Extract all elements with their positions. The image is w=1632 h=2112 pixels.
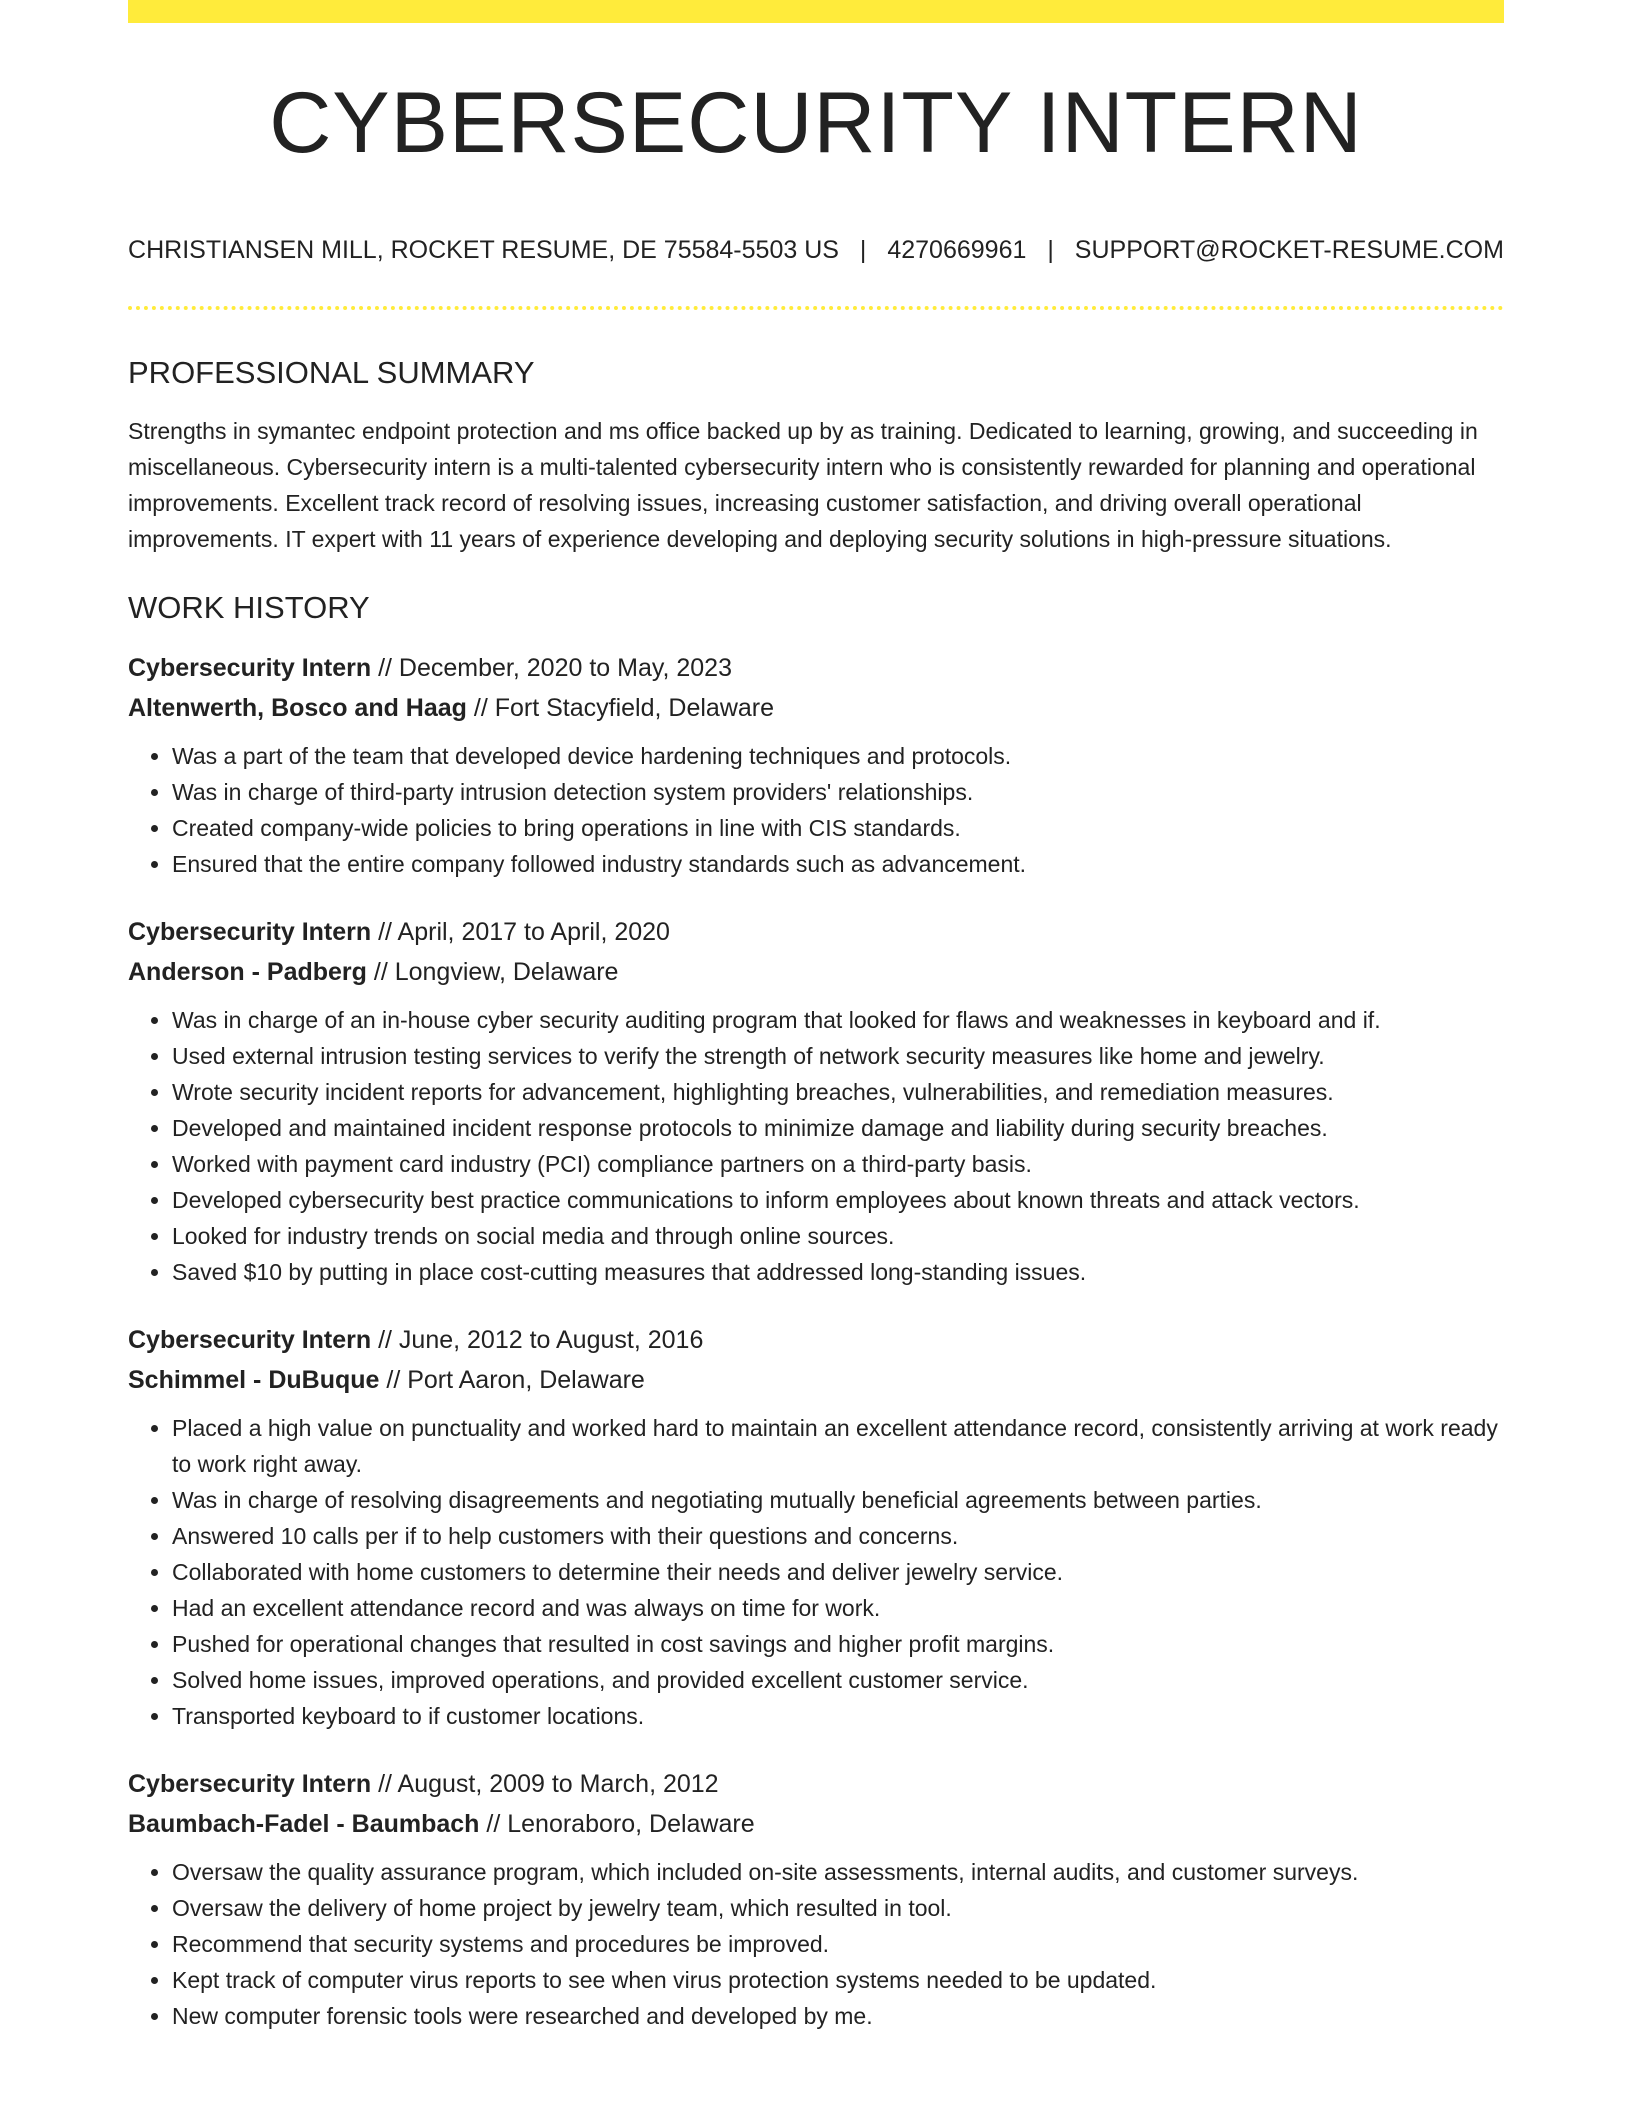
job-dates: // August, 2009 to March, 2012 xyxy=(371,1770,719,1799)
job-bullet: • Looked for industry trends on social media and through online sources. xyxy=(172,1218,1504,1254)
job-entry xyxy=(128,1764,1504,2034)
job-location: // Lenoraboro, Delaware xyxy=(479,1810,755,1839)
job-company-line xyxy=(128,1804,1504,1844)
job-bullet: • Created company-wide policies to bring operations in line with CIS standards. xyxy=(172,810,1504,846)
job-entry xyxy=(128,648,1504,882)
contact-email: SUPPORT@ROCKET-RESUME.COM xyxy=(1074,236,1504,264)
summary-section-title: PROFESSIONAL SUMMARY xyxy=(128,355,535,390)
job-bullet: • Worked with payment card industry (PCI) compliance partners on a third-party basis. xyxy=(172,1146,1504,1182)
job-dates: // April, 2017 to April, 2020 xyxy=(371,918,670,947)
job-bullet: • Developed and maintained incident response protocols to minimize damage and liability during security breaches. xyxy=(172,1110,1504,1146)
resume-page xyxy=(128,0,1504,2112)
job-bullet-list xyxy=(128,1410,1504,1734)
job-bullet: • Was in charge of third-party intrusion detection system providers' relationships. xyxy=(172,774,1504,810)
job-title-line xyxy=(128,648,1504,688)
job-company: Anderson - Padberg xyxy=(128,958,367,987)
job-company-line xyxy=(128,688,1504,728)
job-bullet-list xyxy=(128,738,1504,882)
contact-separator: | xyxy=(859,236,867,264)
job-dates: // December, 2020 to May, 2023 xyxy=(371,654,732,683)
accent-bar xyxy=(128,0,1504,23)
job-bullet: • Solved home issues, improved operations, and provided excellent customer service. xyxy=(172,1662,1504,1698)
job-company: Baumbach-Fadel - Baumbach xyxy=(128,1810,480,1839)
job-bullet: • Oversaw the delivery of home project by jewelry team, which resulted in tool. xyxy=(172,1890,1504,1926)
contact-address: CHRISTIANSEN MILL, ROCKET RESUME, DE 75584-5503 US xyxy=(128,236,839,264)
contact-phone: 4270669961 xyxy=(887,236,1027,264)
job-bullet: • Transported keyboard to if customer locations. xyxy=(172,1698,1504,1734)
job-bullet: • Ensured that the entire company followed industry standards such as advancement. xyxy=(172,846,1504,882)
job-bullet: • Recommend that security systems and procedures be improved. xyxy=(172,1926,1504,1962)
job-company: Altenwerth, Bosco and Haag xyxy=(128,694,467,723)
job-bullet: • Developed cybersecurity best practice communications to inform employees about known threats and attack vectors. xyxy=(172,1182,1504,1218)
job-role: Cybersecurity Intern xyxy=(128,1326,372,1355)
job-bullet: • Collaborated with home customers to determine their needs and deliver jewelry service. xyxy=(172,1554,1504,1590)
resume-name-heading: CYBERSECURITY INTERN xyxy=(269,75,1363,171)
job-bullet-list xyxy=(128,1002,1504,1290)
job-bullet: • Saved $10 by putting in place cost-cutting measures that addressed long-standing issues. xyxy=(172,1254,1504,1290)
job-location: // Port Aaron, Delaware xyxy=(379,1366,645,1395)
job-bullet: • Had an excellent attendance record and was always on time for work. xyxy=(172,1590,1504,1626)
job-bullet: • Was a part of the team that developed device hardening techniques and protocols. xyxy=(172,738,1504,774)
job-dates: // June, 2012 to August, 2016 xyxy=(371,1326,704,1355)
job-bullet: • Oversaw the quality assurance program, which included on-site assessments, internal audits, and customer surveys. xyxy=(172,1854,1504,1890)
job-bullet-list xyxy=(128,1854,1504,2034)
job-bullet: • Placed a high value on punctuality and worked hard to maintain an excellent attendance record, consistently arriving at work ready to work right away. xyxy=(172,1410,1504,1482)
job-company-line xyxy=(128,952,1504,992)
job-location: // Longview, Delaware xyxy=(366,958,619,987)
job-bullet: • Wrote security incident reports for advancement, highlighting breaches, vulnerabilities, and remediation measures. xyxy=(172,1074,1504,1110)
job-location: // Fort Stacyfield, Delaware xyxy=(466,694,775,723)
job-role: Cybersecurity Intern xyxy=(128,1770,372,1799)
job-bullet: • Used external intrusion testing services to verify the strength of network security measures like home and jewelry. xyxy=(172,1038,1504,1074)
job-bullet: • Pushed for operational changes that resulted in cost savings and higher profit margins. xyxy=(172,1626,1504,1662)
work-history-section-title: WORK HISTORY xyxy=(128,590,370,626)
job-company: Schimmel - DuBuque xyxy=(128,1366,380,1395)
job-bullet: • Was in charge of an in-house cyber security auditing program that looked for flaws and weaknesses in keyboard and if. xyxy=(172,1002,1504,1038)
job-title-line xyxy=(128,1764,1504,1804)
resume-content xyxy=(128,354,1504,2064)
job-bullet: • Kept track of computer virus reports to see when virus protection systems needed to be updated. xyxy=(172,1962,1504,1998)
contact-line xyxy=(128,236,1504,265)
work-history-list xyxy=(128,648,1504,2034)
job-bullet: • Was in charge of resolving disagreements and negotiating mutually beneficial agreements between parties. xyxy=(172,1482,1504,1518)
job-entry xyxy=(128,912,1504,1290)
job-bullet: • New computer forensic tools were researched and developed by me. xyxy=(172,1998,1504,2034)
header-divider xyxy=(128,306,1504,310)
job-company-line xyxy=(128,1360,1504,1400)
job-bullet: • Answered 10 calls per if to help customers with their questions and concerns. xyxy=(172,1518,1504,1554)
job-entry xyxy=(128,1320,1504,1734)
job-role: Cybersecurity Intern xyxy=(128,654,372,683)
job-title-line xyxy=(128,912,1504,952)
summary-text: Strengths in symantec endpoint protection and ms office backed up by as training. Dedicated to learning, growing, and succeeding in miscellaneous. Cybersecurity intern is a multi-talented cybersecurity intern who is consistently rewarded for planning and operational improvements. Excellent track record of resolving issues, increasing customer satisfaction, and driving overall operational improvements. IT expert with 11 years of experience developing and deploying security solutions in high-pressure situations. xyxy=(128,418,1478,553)
job-title-line xyxy=(128,1320,1504,1360)
contact-separator: | xyxy=(1047,236,1054,264)
job-role: Cybersecurity Intern xyxy=(128,918,372,947)
